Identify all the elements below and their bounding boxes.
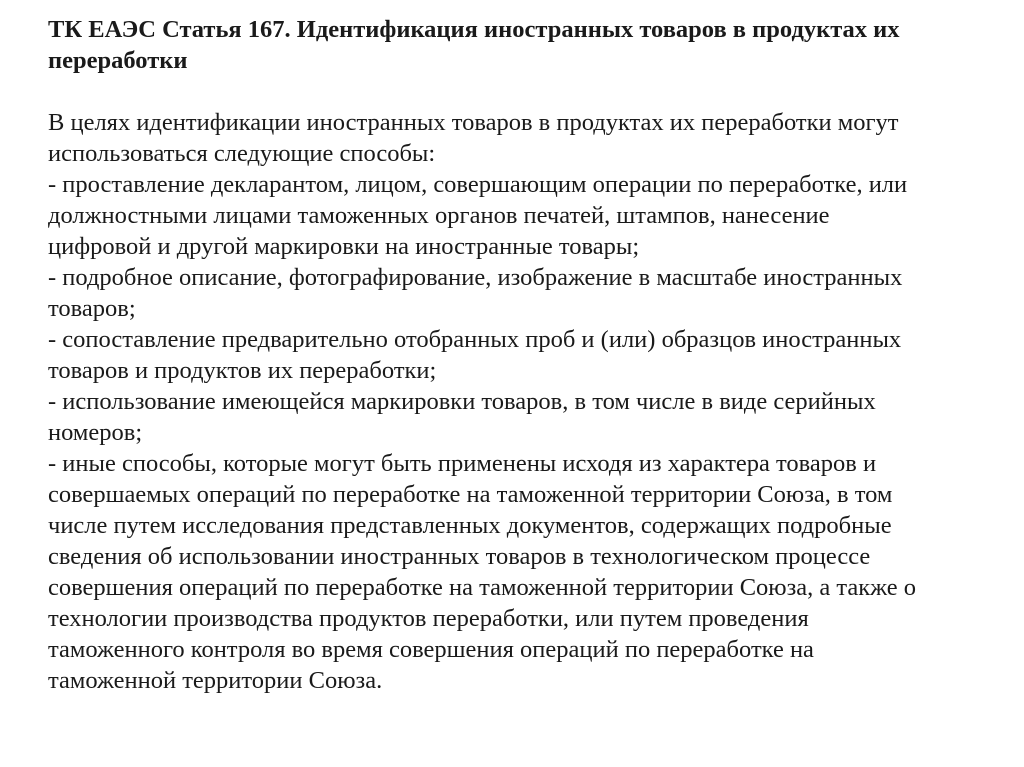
slide-content [48, 14, 978, 696]
body-line: - использование имеющейся маркировки товаров, в том числе в виде серийных [48, 388, 876, 415]
body-line: цифровой и другой маркировки на иностранные товары; [48, 233, 640, 260]
body-line: должностными лицами таможенных органов печатей, штампов, нанесение [48, 202, 830, 229]
body-line: номеров; [48, 419, 143, 446]
slide-title [48, 14, 978, 76]
body-line: В целях идентификации иностранных товаров в продуктах их переработки могут [48, 109, 899, 136]
body-line: таможенной территории Союза. [48, 667, 383, 694]
body-line: числе путем исследования представленных документов, содержащих подробные [48, 512, 892, 539]
body-line: - подробное описание, фотографирование, изображение в масштабе иностранных [48, 264, 903, 291]
body-line: совершаемых операций по переработке на таможенной территории Союза, в том [48, 481, 893, 508]
body-line: сведения об использовании иностранных товаров в технологическом процессе [48, 543, 871, 570]
body-line: - сопоставление предварительно отобранных проб и (или) образцов иностранных [48, 326, 902, 353]
title-line-2: переработки [48, 47, 188, 74]
body-line: товаров и продуктов их переработки; [48, 357, 437, 384]
body-line: - проставление декларантом, лицом, совершающим операции по переработке, или [48, 171, 908, 198]
body-line: совершения операций по переработке на таможенной территории Союза, а также о [48, 574, 917, 601]
spacer [48, 76, 978, 107]
body-line: таможенного контроля во время совершения операций по переработке на [48, 636, 814, 663]
body-line: использоваться следующие способы: [48, 140, 436, 167]
article-body [48, 107, 978, 696]
body-line: технологии производства продуктов переработки, или путем проведения [48, 605, 809, 632]
body-line: - иные способы, которые могут быть применены исходя из характера товаров и [48, 450, 877, 477]
body-line: товаров; [48, 295, 136, 322]
title-line-1: ТК ЕАЭС Статья 167. Идентификация иностранных товаров в продуктах их [48, 16, 900, 43]
